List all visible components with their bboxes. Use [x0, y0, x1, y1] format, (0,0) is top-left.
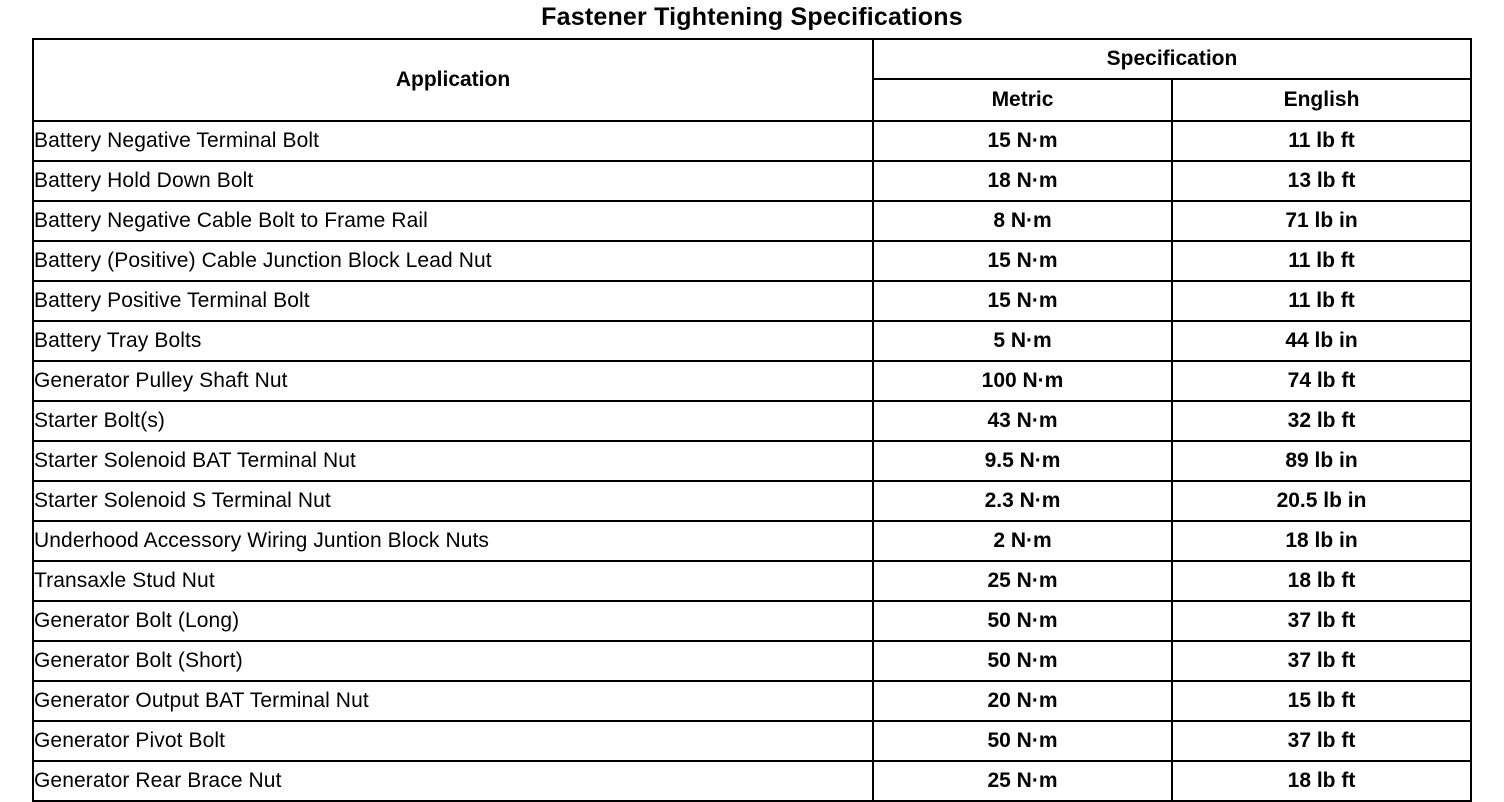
- cell-english: 89 lb in: [1172, 441, 1471, 481]
- table-row: [33, 761, 1471, 801]
- column-header-application: Application: [33, 39, 873, 121]
- cell-english: 15 lb ft: [1172, 681, 1471, 721]
- cell-application: Battery Negative Cable Bolt to Frame Rail: [33, 201, 873, 241]
- cell-metric: 50 N·m: [873, 601, 1172, 641]
- cell-metric: 20 N·m: [873, 681, 1172, 721]
- cell-english: 11 lb ft: [1172, 121, 1471, 161]
- cell-application: Generator Rear Brace Nut: [33, 761, 873, 801]
- document-page: [0, 2, 1504, 792]
- table-row: [33, 241, 1471, 281]
- cell-application: Generator Output BAT Terminal Nut: [33, 681, 873, 721]
- cell-english: 18 lb ft: [1172, 761, 1471, 801]
- cell-metric: 15 N·m: [873, 121, 1172, 161]
- cell-application: Underhood Accessory Wiring Juntion Block Nuts: [33, 521, 873, 561]
- table-row: [33, 641, 1471, 681]
- cell-metric: 8 N·m: [873, 201, 1172, 241]
- table-row: [33, 441, 1471, 481]
- cell-application: Battery Hold Down Bolt: [33, 161, 873, 201]
- table-row: [33, 321, 1471, 361]
- cell-application: Battery Tray Bolts: [33, 321, 873, 361]
- cell-metric: 15 N·m: [873, 241, 1172, 281]
- cell-metric: 50 N·m: [873, 641, 1172, 681]
- table-header: [33, 39, 1471, 121]
- cell-metric: 15 N·m: [873, 281, 1172, 321]
- column-header-english: English: [1172, 79, 1471, 121]
- column-header-metric: Metric: [873, 79, 1172, 121]
- cell-english: 37 lb ft: [1172, 721, 1471, 761]
- cell-metric: 2.3 N·m: [873, 481, 1172, 521]
- table-row: [33, 161, 1471, 201]
- table-row: [33, 561, 1471, 601]
- cell-metric: 18 N·m: [873, 161, 1172, 201]
- table-row: [33, 361, 1471, 401]
- cell-metric: 100 N·m: [873, 361, 1172, 401]
- cell-application: Starter Solenoid BAT Terminal Nut: [33, 441, 873, 481]
- cell-english: 20.5 lb in: [1172, 481, 1471, 521]
- cell-application: Battery (Positive) Cable Junction Block Lead Nut: [33, 241, 873, 281]
- table-header-row-top: [33, 39, 1471, 79]
- page-title: Fastener Tightening Specifications: [541, 3, 963, 31]
- table-body: [33, 121, 1471, 801]
- cell-metric: 25 N·m: [873, 561, 1172, 601]
- cell-application: Generator Pulley Shaft Nut: [33, 361, 873, 401]
- cell-application: Battery Negative Terminal Bolt: [33, 121, 873, 161]
- column-header-specification: Specification: [873, 39, 1471, 79]
- table-row: [33, 121, 1471, 161]
- table-row: [33, 281, 1471, 321]
- fastener-specifications-table: [32, 38, 1472, 802]
- cell-application: Generator Bolt (Long): [33, 601, 873, 641]
- cell-application: Starter Solenoid S Terminal Nut: [33, 481, 873, 521]
- table-row: [33, 601, 1471, 641]
- cell-metric: 5 N·m: [873, 321, 1172, 361]
- table-row: [33, 201, 1471, 241]
- cell-metric: 50 N·m: [873, 721, 1172, 761]
- cell-english: 13 lb ft: [1172, 161, 1471, 201]
- table-row: [33, 481, 1471, 521]
- cell-english: 11 lb ft: [1172, 241, 1471, 281]
- cell-metric: 2 N·m: [873, 521, 1172, 561]
- cell-english: 32 lb ft: [1172, 401, 1471, 441]
- cell-application: Battery Positive Terminal Bolt: [33, 281, 873, 321]
- cell-english: 18 lb ft: [1172, 561, 1471, 601]
- cell-application: Generator Bolt (Short): [33, 641, 873, 681]
- table-row: [33, 401, 1471, 441]
- cell-metric: 25 N·m: [873, 761, 1172, 801]
- cell-application: Transaxle Stud Nut: [33, 561, 873, 601]
- cell-application: Starter Bolt(s): [33, 401, 873, 441]
- cell-application: Generator Pivot Bolt: [33, 721, 873, 761]
- table-row: [33, 721, 1471, 761]
- cell-english: 18 lb in: [1172, 521, 1471, 561]
- cell-english: 37 lb ft: [1172, 641, 1471, 681]
- cell-metric: 43 N·m: [873, 401, 1172, 441]
- cell-english: 37 lb ft: [1172, 601, 1471, 641]
- cell-english: 11 lb ft: [1172, 281, 1471, 321]
- cell-english: 74 lb ft: [1172, 361, 1471, 401]
- table-row: [33, 521, 1471, 561]
- cell-english: 71 lb in: [1172, 201, 1471, 241]
- table-row: [33, 681, 1471, 721]
- cell-metric: 9.5 N·m: [873, 441, 1172, 481]
- cell-english: 44 lb in: [1172, 321, 1471, 361]
